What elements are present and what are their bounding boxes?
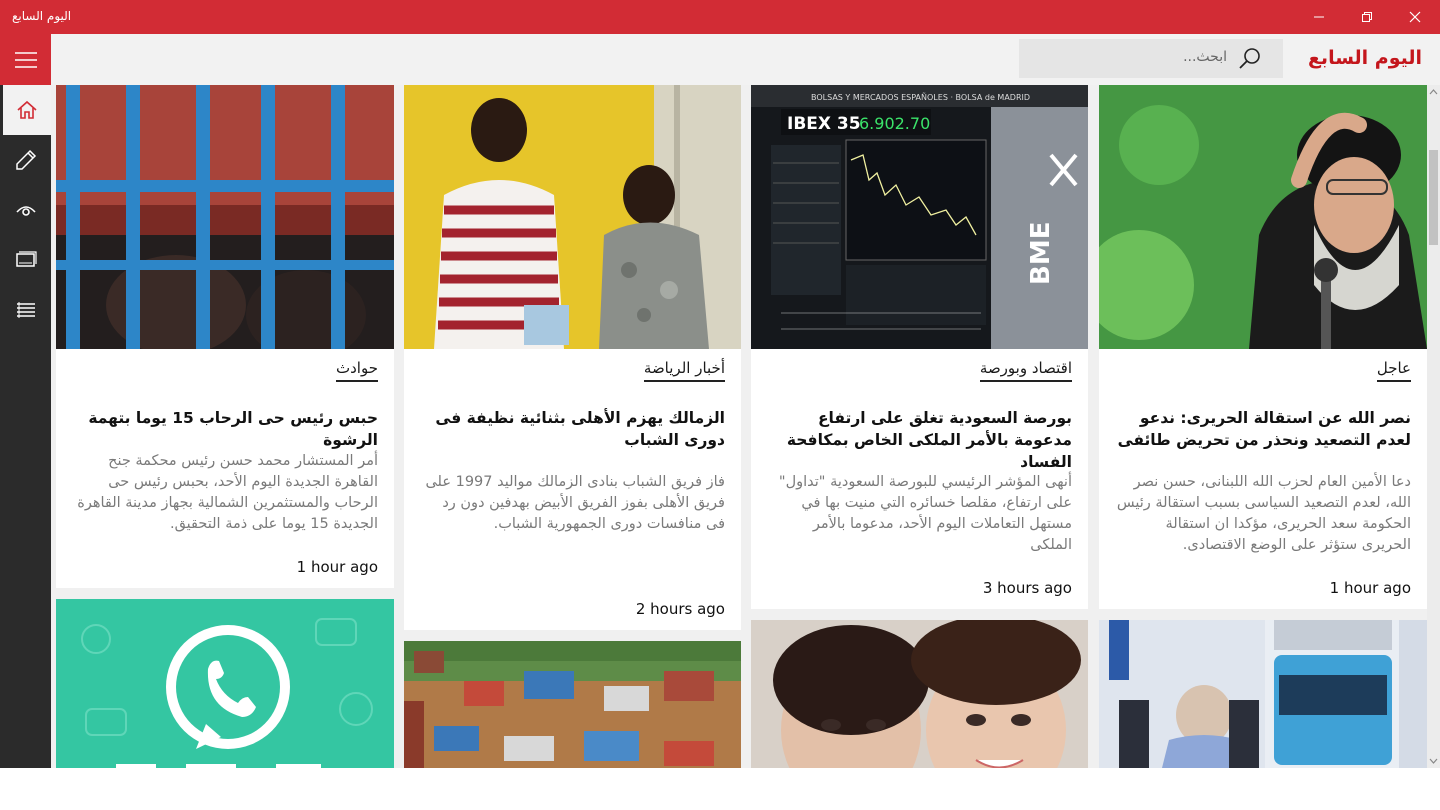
news-grid (51, 85, 1440, 768)
brand-logo[interactable] (1305, 40, 1425, 76)
article-title[interactable]: بورصة السعودية تغلق على ارتفاع مدعومة بالأمر الملكى الخاص بمكافحة الفساد (786, 409, 1072, 471)
article-title[interactable]: حبس رئيس حى الرحاب 15 يوما بتهمة الرشوة (88, 409, 378, 449)
sidebar-item-gallery[interactable] (0, 235, 51, 285)
logo-text: اليوم السابع (1307, 47, 1423, 69)
restore-button[interactable] (1344, 0, 1390, 34)
article-time: 2 hours ago (635, 600, 725, 618)
article-image[interactable] (751, 85, 1088, 349)
article-time: 1 hour ago (296, 558, 378, 576)
article-title[interactable]: نصر الله عن استقالة الحريرى: ندعو لعدم التصعيد ونحذر من تحريض طائفى (1117, 409, 1411, 449)
article-category[interactable]: اقتصاد وبورصة (980, 359, 1072, 382)
sidebar (0, 85, 51, 768)
article-card[interactable] (56, 85, 394, 588)
sidebar-item-home[interactable] (3, 85, 51, 135)
article-card[interactable] (1099, 85, 1427, 609)
sidebar-item-list[interactable] (0, 285, 51, 335)
article-image[interactable] (1099, 620, 1427, 768)
article-category[interactable]: أخبار الرياضة (644, 359, 725, 382)
minimize-icon (1313, 11, 1325, 23)
banner-text: BOLSAS Y MERCADOS ESPAÑOLES · BOLSA de MADRID (811, 93, 1031, 102)
menu-button[interactable] (0, 34, 51, 85)
article-time: 3 hours ago (982, 579, 1072, 597)
article-image[interactable] (404, 641, 741, 768)
sidebar-item-articles[interactable] (0, 135, 51, 185)
close-icon (1409, 11, 1421, 23)
search-input[interactable]: ابحث... (1183, 49, 1227, 65)
article-card[interactable] (404, 641, 741, 768)
article-image[interactable] (56, 85, 394, 349)
pencil-icon (15, 149, 37, 171)
article-summary: أمر المستشار محمد حسن رئيس محكمة جنح القاهرة الجديدة اليوم الأحد، بحبس رئيس حى الرحاب والمستثمرين الشمالية بجهاز مدينة القاهرة الجديدة 15 يوما على ذمة التحقيق. (77, 453, 378, 532)
home-icon (16, 99, 38, 121)
article-card[interactable] (751, 620, 1088, 768)
scroll-down-icon (1427, 756, 1440, 766)
article-image[interactable] (404, 85, 741, 349)
list-icon (15, 299, 37, 321)
sidebar-item-views[interactable] (0, 185, 51, 235)
search-icon[interactable] (1238, 47, 1262, 75)
eye-icon (15, 199, 37, 221)
article-category[interactable]: حوادث (336, 359, 378, 382)
article-summary: دعا الأمين العام لحزب الله اللبنانى، حسن نصر الله، لعدم التصعيد السياسى بسبب استقالة رئيس الحكومة سعد الحريرى، مؤكدا ان استقالة الحريرى ستؤثر على الوضع الاقتصادى. (1116, 474, 1411, 553)
article-summary: فاز فريق الشباب بنادى الزمالك مواليد 1997 على فريق الأهلى بفوز الفريق الأبيض بهدفين دون رد فى منافسات دورى الجمهورية الشباب. (425, 474, 725, 532)
article-image[interactable] (751, 620, 1088, 768)
window-title: اليوم السابع (12, 9, 72, 23)
brand-text: BME (1026, 221, 1056, 285)
article-card[interactable] (56, 599, 394, 768)
minimize-button[interactable] (1296, 0, 1342, 34)
ticker-value: 6.902.70 (859, 114, 931, 133)
article-time: 1 hour ago (1329, 579, 1411, 597)
gallery-icon (15, 249, 37, 271)
close-button[interactable] (1392, 0, 1438, 34)
ticker-name: IBEX 35 (787, 114, 861, 134)
article-card[interactable] (751, 85, 1088, 609)
title-bar (0, 0, 1440, 34)
bottom-strip (0, 768, 1440, 810)
hamburger-icon (14, 51, 38, 69)
article-card[interactable] (1099, 620, 1427, 768)
scroll-up-icon (1427, 87, 1440, 97)
search-box[interactable] (1019, 39, 1283, 78)
article-summary: أنهى المؤشر الرئيسي للبورصة السعودية "تداول" على ارتفاع، مقلصا خسائره التي منيت بها في مستهل التعاملات اليوم الأحد، مدعوما بالأمر الملكى (778, 474, 1072, 553)
scrollbar-thumb[interactable] (1429, 150, 1438, 245)
article-category[interactable]: عاجل (1377, 359, 1411, 382)
article-card[interactable] (404, 85, 741, 630)
article-image[interactable] (1099, 85, 1427, 349)
article-title[interactable]: الزمالك يهزم الأهلى بثنائية نظيفة فى دورى الشباب (435, 409, 725, 449)
restore-icon (1361, 11, 1373, 23)
article-image[interactable] (56, 599, 394, 768)
